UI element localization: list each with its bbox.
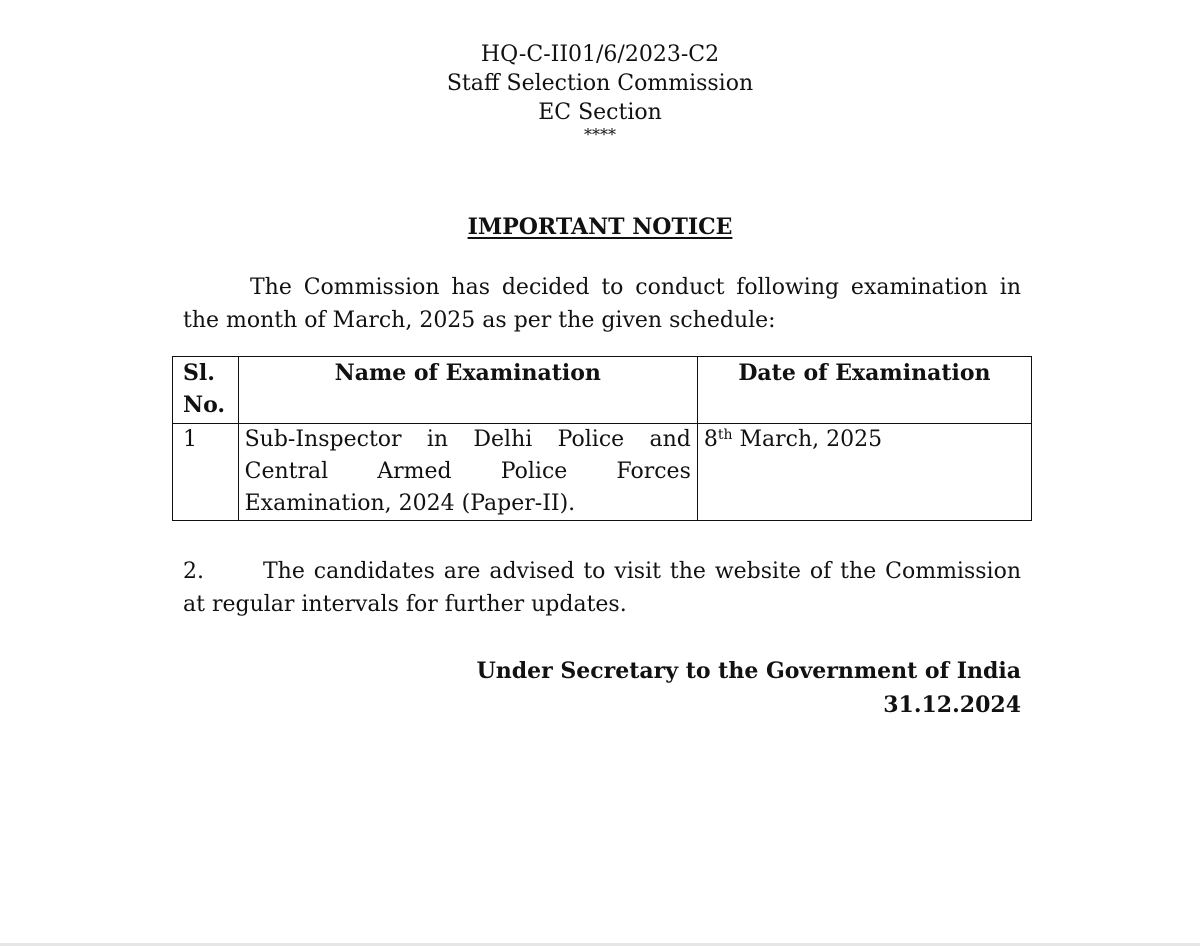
notice-date: 31.12.2024	[883, 692, 1021, 718]
date-month-year: March, 2025	[732, 427, 883, 452]
header-stars: ****	[584, 125, 616, 144]
exam-schedule-table	[172, 356, 1032, 521]
row-exam-name: Sub-Inspector in Delhi Police and Central Armed Police Forces Examination, 2024 (Paper-II).	[238, 424, 697, 521]
row-exam-date	[697, 424, 1031, 521]
date-day: 8	[703, 427, 718, 452]
date-ordinal-suffix: th	[717, 427, 733, 443]
file-number: HQ-C-II01/6/2023-C2	[480, 42, 720, 67]
header-exam-name: Name of Examination	[238, 357, 697, 424]
section-name: EC Section	[538, 100, 662, 125]
advisory-paragraph	[183, 555, 1021, 621]
signatory-designation: Under Secretary to the Government of India	[476, 658, 1021, 684]
advisory-text: The candidates are advised to visit the website of the Commission at regular intervals for further updates.	[183, 559, 1021, 617]
intro-paragraph: The Commission has decided to conduct following examination in the month of March, 2025 as per the given schedule:	[183, 275, 1021, 333]
header-sl-no: Sl. No.	[173, 357, 239, 424]
row-sl-no: 1	[173, 424, 239, 521]
table-header-row	[173, 357, 1032, 424]
table-row	[173, 424, 1032, 521]
notice-title: IMPORTANT NOTICE	[467, 214, 733, 240]
paragraph-number: 2.	[183, 559, 204, 584]
organization-name: Staff Selection Commission	[446, 71, 754, 96]
document-header	[0, 40, 1200, 143]
header-exam-date: Date of Examination	[697, 357, 1031, 424]
signature-block	[477, 654, 1021, 722]
